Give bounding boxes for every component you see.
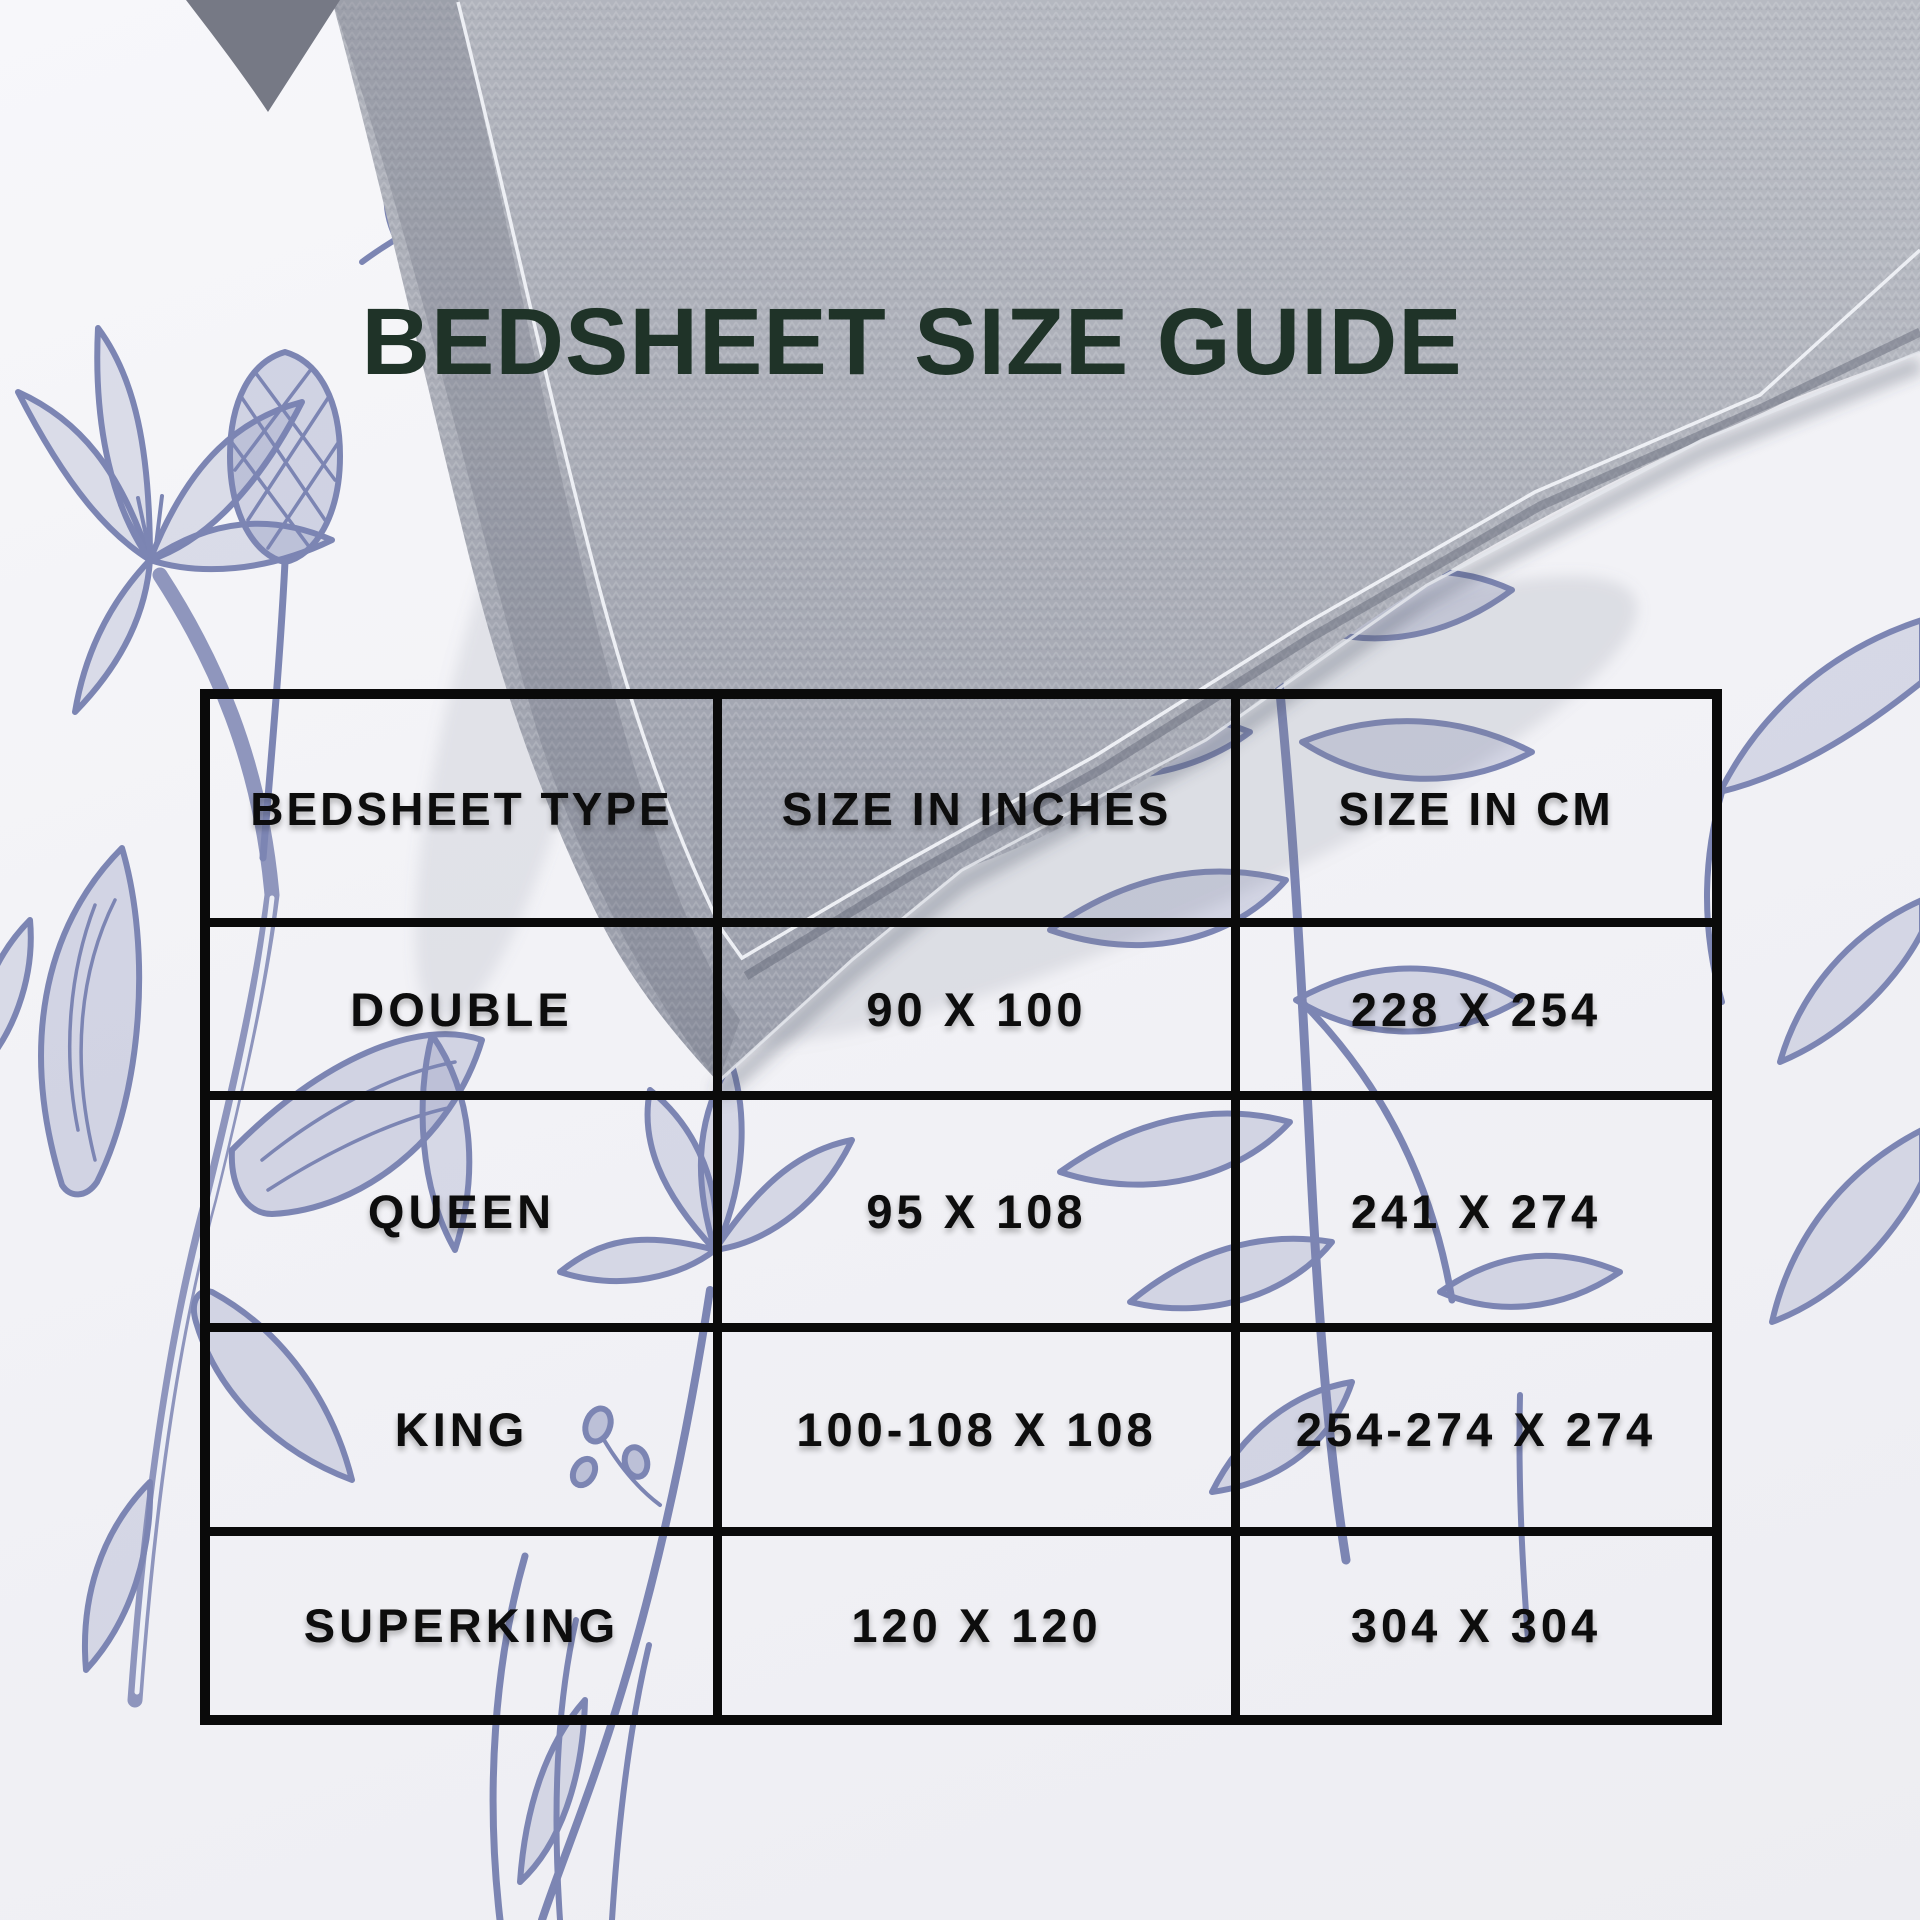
row-superking-inches: 120 X 120	[722, 1536, 1240, 1715]
row-king-cm: 254-274 X 274	[1240, 1332, 1712, 1536]
row-double-inches: 90 X 100	[722, 927, 1240, 1100]
row-double-cm: 228 X 254	[1240, 927, 1712, 1100]
row-superking-type: SUPERKING	[210, 1536, 722, 1715]
page-title: BEDSHEET SIZE GUIDE	[361, 289, 1463, 395]
header-size-inches: SIZE IN INCHES	[722, 699, 1240, 927]
row-queen-cm: 241 X 274	[1240, 1100, 1712, 1332]
pillow-corner-fold	[186, 0, 340, 112]
edge-leaves-right	[1707, 620, 1920, 1322]
row-queen-type: QUEEN	[210, 1100, 722, 1332]
header-bedsheet-type: BEDSHEET TYPE	[210, 699, 722, 927]
row-double-type: DOUBLE	[210, 927, 722, 1100]
row-king-type: KING	[210, 1332, 722, 1536]
row-superking-cm: 304 X 304	[1350, 1599, 1602, 1652]
header-size-cm: SIZE IN CM	[1240, 699, 1712, 927]
size-table	[200, 689, 1722, 1725]
row-king-inches: 100-108 X 108	[722, 1332, 1240, 1536]
row-queen-inches: 95 X 108	[722, 1100, 1240, 1332]
